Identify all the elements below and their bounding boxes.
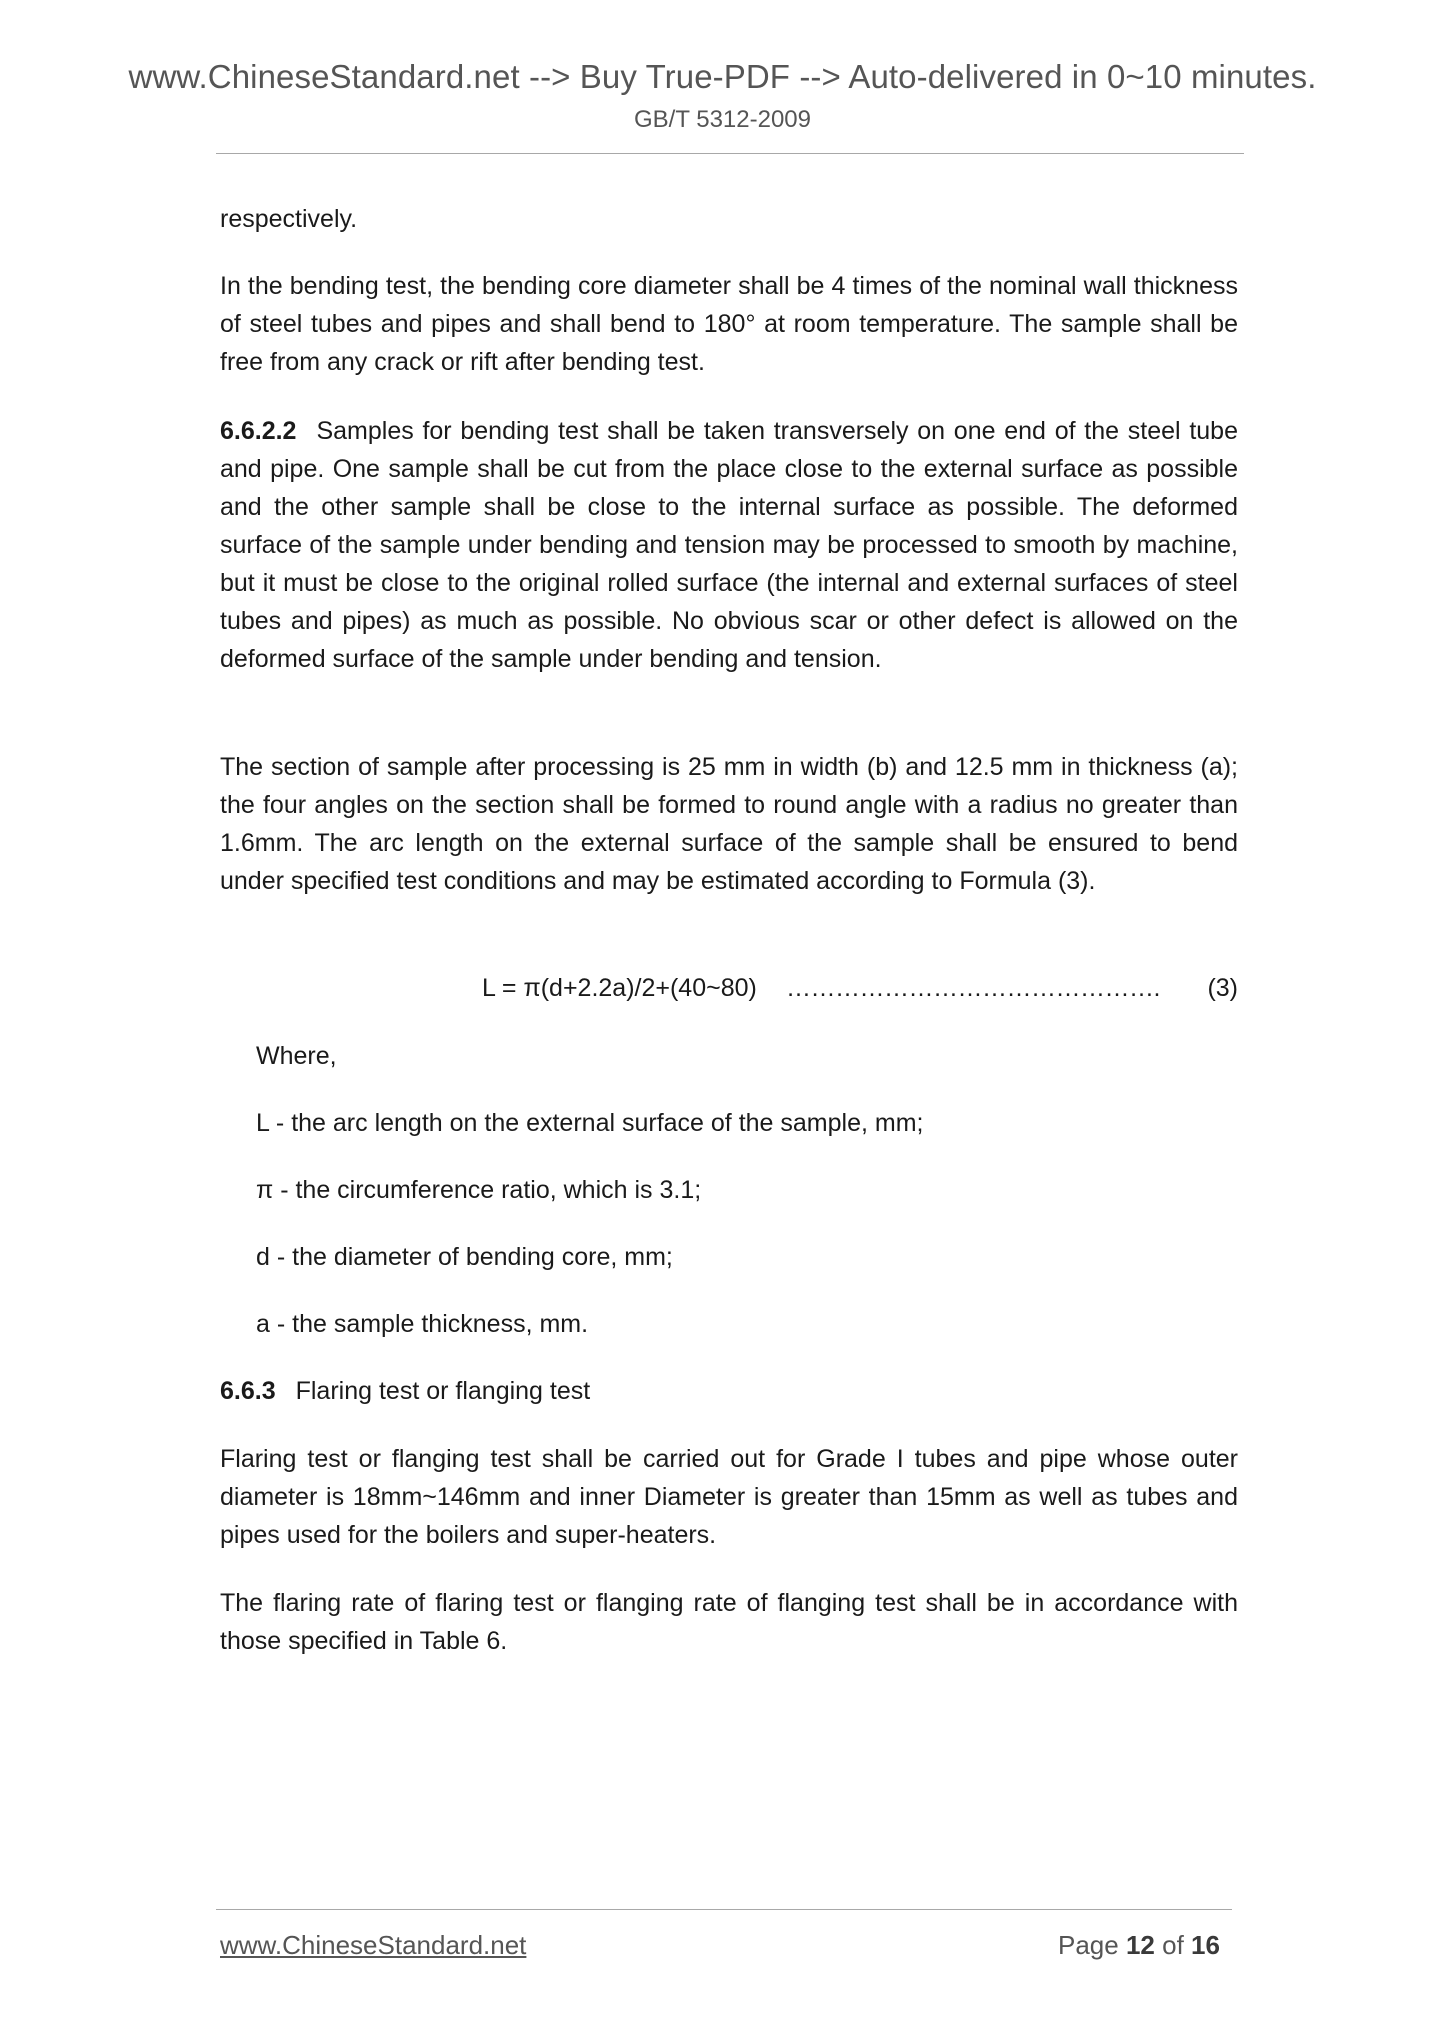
section-number: 6.6.3: [220, 1377, 276, 1405]
section-title: Flaring test or flanging test: [295, 1377, 591, 1405]
paragraph-flaring-scope: Flaring test or flanging test shall be carried out for Grade I tubes and pipe whose outer diameter is 18mm~146mm and inner Diameter is greater than 15mm as well as tubes and pipes used for the boilers and super-heaters.: [220, 1445, 1238, 1549]
where-item-l: L - the arc length on the external surface of the sample, mm;: [256, 1109, 924, 1137]
where-item-d: d - the diameter of bending core, mm;: [256, 1243, 673, 1271]
paragraph-bending-test: In the bending test, the bending core diameter shall be 4 times of the nominal wall thickness of steel tubes and pipes and shall bend to 180° at room temperature. The sample shall be free from any crack or rift after bending test.: [220, 272, 1238, 376]
paragraph-respectively: respectively.: [220, 205, 358, 233]
where-item-pi: π - the circumference ratio, which is 3.1;: [256, 1176, 702, 1204]
page-label: Page: [1058, 1930, 1119, 1960]
section-6-6-2-2: [220, 412, 1238, 678]
paragraph-flaring-rate: The flaring rate of flaring test or flanging rate of flanging test shall be in accordance with those specified in Table 6.: [220, 1589, 1238, 1655]
formula-expression: L = π(d+2.2a)/2+(40~80): [482, 974, 757, 1002]
footer-site-link[interactable]: www.ChineseStandard.net: [220, 1930, 527, 1960]
formula-leader-dots: ……………………………………….: [786, 974, 1160, 1002]
page-of: of: [1162, 1930, 1184, 1960]
where-label: Where,: [256, 1042, 337, 1070]
header-banner: www.ChineseStandard.net --> Buy True-PDF --> Auto-delivered in 0~10 minutes.: [128, 58, 1317, 95]
section-6-6-3: [220, 1372, 1238, 1410]
page-indicator: [1058, 1930, 1220, 1961]
formula-number: (3): [1207, 974, 1238, 1002]
page-current: 12: [1125, 1930, 1155, 1960]
paragraph-sample-section: The section of sample after processing is 25 mm in width (b) and 12.5 mm in thickness (a); the four angles on the section shall be formed to round angle with a radius no greater than 1.6mm. The arc length on the external surface of the sample shall be ensured to bend under specified test conditions and may be estimated according to Formula (3).: [220, 753, 1238, 895]
footer-divider: [216, 1909, 1232, 1910]
section-text: Samples for bending test shall be taken transversely on one end of the steel tube and pipe. One sample shall be cut from the place close to the external surface as possible and the other sample shall be close to the internal surface as possible. The deformed surface of the sample under bending and tension may be processed to smooth by machine, but it must be close to the original rolled surface (the internal and external surfaces of steel tubes and pipes) as much as possible. No obvious scar or other defect is allowed on the deformed surface of the sample under bending and tension.: [220, 417, 1238, 673]
section-number: 6.6.2.2: [220, 417, 297, 445]
where-item-a: a - the sample thickness, mm.: [256, 1310, 589, 1338]
header-divider: [216, 153, 1244, 154]
page-total: 16: [1191, 1930, 1220, 1960]
standard-code: GB/T 5312-2009: [633, 106, 811, 133]
